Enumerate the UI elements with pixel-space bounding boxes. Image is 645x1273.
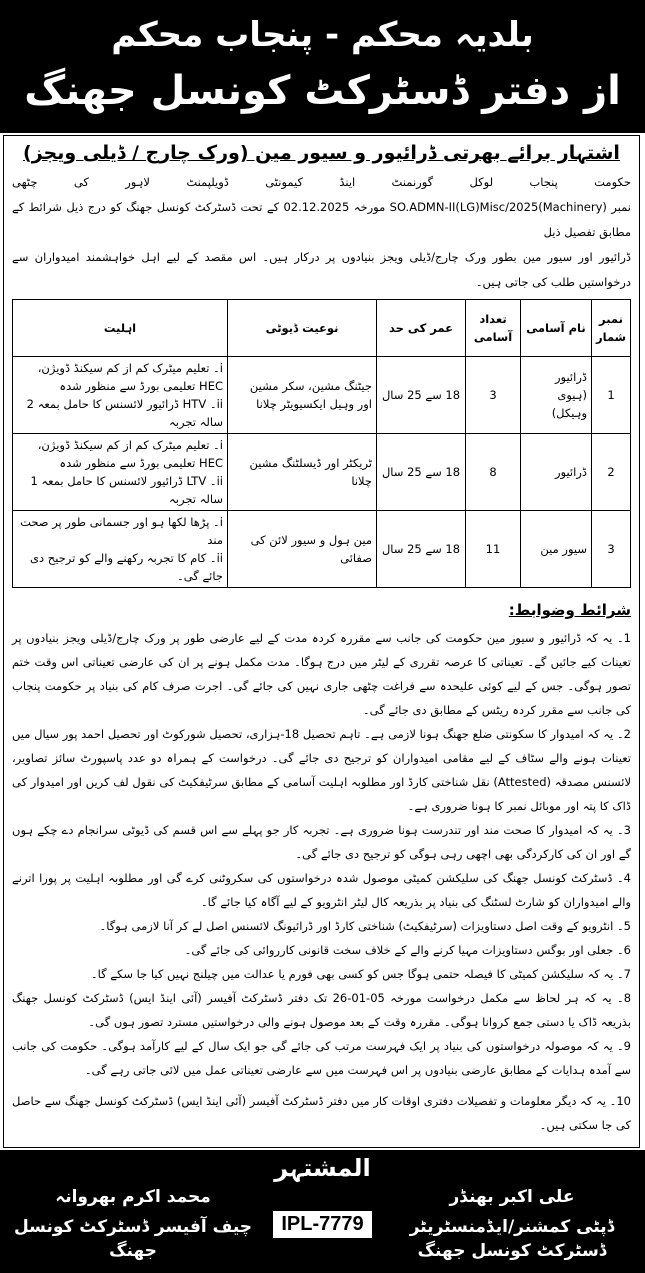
advertiser-label: المشتہر: [274, 1154, 371, 1182]
table-row: [13, 357, 631, 434]
vacancy-table: [12, 299, 631, 588]
condition-item: 3۔ یہ کہ امیدوار کا صحت مند اور تندرست ہونا ضروری ہے۔ تجربہ کار جو پہلے سے اس قسم کی ڈیوٹی سرانجام دے چکے ہوں گے اور ان کی کارکردگی بھی اچھی رہی ہوگی کو ترجیح دی جائے گی۔: [12, 823, 631, 861]
col-serial: نمبر شمار: [592, 300, 631, 357]
count-cell: 8: [466, 434, 521, 511]
intro-word: لاہور: [125, 175, 150, 189]
advertisement-body: [3, 135, 640, 1148]
office-title: از دفتر ڈسٹرکٹ کونسل جھنگ: [24, 68, 621, 114]
qualification-line: i۔ تعلیم میٹرک کم از کم سیکنڈ ڈویژن، HEC تعلیمی بورڈ سے منظور شدہ: [37, 361, 223, 393]
post-cell: ڈرائیور (ہیوی وہیکل): [521, 357, 592, 434]
intro-word: لوکل: [469, 175, 494, 189]
qualification-cell: [13, 357, 228, 434]
signatory-left: [8, 1186, 258, 1263]
duty-cell: جیٹنگ مشین، سکر مشین اور وہیل ایکسیویٹر چلانا: [228, 357, 377, 434]
age-cell: 18 سے 25 سال: [377, 511, 466, 588]
intro-text: [12, 170, 631, 295]
col-qualification: اہلیت: [13, 300, 228, 357]
intro-line-3: ڈرائیور اور سیور مین بطور ورک چارج/ڈیلی ویجز بنیادوں پر درکار ہیں۔ اس مقصد کے لیے اہل خواہشمند امیدواران سے درخواستیں طلب کی جاتی ہیں۔: [12, 250, 631, 289]
qualification-line: ii۔ HTV ڈرائیور لائسنس کا حامل بمعہ 2 سالہ تجربہ: [26, 397, 223, 429]
age-cell: 18 سے 25 سال: [377, 357, 466, 434]
intro-word: چٹھی: [12, 175, 38, 189]
footer: [0, 1150, 645, 1273]
table-row: [13, 434, 631, 511]
col-duty: نوعیت ڈیوٹی: [228, 300, 377, 357]
qualification-line: i۔ تعلیم میٹرک کم از کم سیکنڈ ڈویژن، HEC تعلیمی بورڈ سے منظور شدہ: [37, 438, 223, 470]
col-count: تعداد آسامی: [466, 300, 521, 357]
serial-cell: 1: [592, 357, 631, 434]
intro-line-1: [12, 170, 631, 195]
masthead: [0, 0, 645, 133]
signatory-designation: ڈپٹی کمشنر/ایڈمنسٹریٹر ڈسٹرکٹ کونسل جھنگ: [409, 1216, 615, 1261]
qualification-line: ii۔ کام کا تجربہ رکھنے والے کو ترجیح دی جائے گی۔: [30, 551, 223, 583]
qualification-line: ii۔ LTV ڈرائیور لائسنس کا حامل بمعہ 1 سالہ تجربہ: [30, 474, 223, 506]
intro-line-2: نمبر SO.ADMN-II(LG)Misc/2025(Machinery) مورخہ 02.12.2025 کے تحت ڈسٹرکٹ کونسل جھنگ کو درج ذیل شرائط کے مطابق تفصیل ذیل: [12, 200, 631, 239]
table-row: [13, 511, 631, 588]
signatory-name: علی اکبر بھنڈر: [449, 1186, 575, 1207]
department-title: بلدیہ محکم - پنجاب محکم: [111, 15, 534, 55]
intro-word: کی: [73, 175, 89, 189]
intro-word: اینڈ: [339, 175, 356, 189]
age-cell: 18 سے 25 سال: [377, 434, 466, 511]
intro-word: کیمونٹی: [265, 175, 303, 189]
intro-word: پنجاب: [529, 175, 558, 189]
intro-word: ڈویلپمنٹ: [186, 175, 229, 189]
condition-item: 1۔ یہ کہ ڈرائیور و سیور مین حکومت کی جانب سے مقررہ کردہ مدت کے لیے عارضی طور پر ورک چارج/ڈیلی ویجز بنیادوں پر تعینات کیے جائیں گے۔ تعیناتی کا عرصہ تقرری کے لیٹر میں درج ہوگا۔ مدت مکمل ہونے پر ان کی عارضی تعیناتی اس وقت ختم تصور ہوگی۔ جس کے لیے کوئی علیحدہ سے فراغت چٹھی جاری نہیں کی جائے گی۔ اجرت صرف کام کی بنیاد پر حکومت پنجاب کی جانب سے مقرر کردہ ریٹس کے مطابق دی جائے گی۔: [12, 631, 631, 717]
signatory-right: [387, 1187, 637, 1263]
condition-item: 7۔ یہ کہ سلیکشن کمیٹی کا فیصلہ حتمی ہوگا جس کو کسی بھی فورم یا عدالت میں چیلنج نہیں کیا جا سکے گا۔: [90, 967, 631, 981]
intro-word: گورنمنٹ: [391, 175, 434, 189]
post-cell: سیور مین: [521, 511, 592, 588]
serial-cell: 2: [592, 434, 631, 511]
condition-item: 6۔ جعلی اور بوگس دستاویزات مہیا کرنے والے کے خلاف سخت قانونی کارروائی کی جائے گی۔: [184, 943, 631, 957]
qualification-cell: [13, 434, 228, 511]
condition-item: 8۔ یہ کہ ہر لحاظ سے مکمل درخواست مورخہ 05-01-26 تک دفتر ڈسٹرکٹ آفیسر (آئی اینڈ ایس) ڈسٹرکٹ کونسل جھنگ بذریعہ ڈاک یا دستی جمع کروانا ہوگی۔ مقررہ وقت کے بعد موصول ہونے والی درخواستیں مسترد تصور ہوں گی۔: [12, 991, 632, 1029]
ad-title: اشتہار برائے بھرتی ڈرائیور و سیور مین (ورک چارج / ڈیلی ویجز): [23, 142, 620, 164]
terms-heading: شرائط وضوابط:: [508, 601, 631, 619]
condition-item: 4۔ ڈسٹرکٹ کونسل جھنگ کی سلیکشن کمیٹی موصول شدہ درخواستوں کی سکروٹنی کرے گی اور مطلوبہ اہلیت پر پورا اترنے والے امیدواران کو شارٹ لسٹنگ کی بنیاد پر بذریعہ کال لیٹر انٹرویو کے لیے آگاہ کیا جائے گا۔: [12, 871, 631, 909]
terms-and-conditions: [12, 598, 631, 1137]
col-age: عمر کی حد: [377, 300, 466, 357]
col-post: نام آسامی: [521, 300, 592, 357]
count-cell: 3: [466, 357, 521, 434]
condition-item: 2۔ یہ کہ امیدوار کا سکونتی ضلع جھنگ ہونا لازمی ہے۔ تاہم تحصیل 18-ہزاری، تحصیل شورکوٹ اور تحصیل احمد پور سیال میں تعینات ہونے والے سٹاف کے لیے مقامی امیدواران کو ترجیح دی جائے گی۔ درخواست کے ہمراہ دو عدد پاسپورٹ سائز تصاویر، لائسنس مصدقہ (Attested) نقل شناختی کارڈ اور مطلوبہ اہلیت آسامی کے مطابق سرٹیفکیٹ کی نقول لف کریں اور امیدوار کی ڈاک کا پتہ اور موبائل نمبر کا ہونا ضروری ہے۔: [12, 727, 632, 813]
duty-cell: مین ہول و سیور لائن کی صفائی: [228, 511, 377, 588]
qualification-line: i۔ پڑھا لکھا ہو اور جسمانی طور پر صحت مند: [20, 515, 223, 547]
condition-item: 5۔ انٹرویو کے وقت اصل دستاویزات (سرٹیفکیٹ) شناختی کارڈ اور ڈرائیونگ لائسنس اصل لے کر آنا لازمی ہوگا۔: [99, 919, 631, 933]
qualification-cell: [13, 511, 228, 588]
duty-cell: ٹریکٹر اور ڈیسلٹنگ مشین چلانا: [228, 434, 377, 511]
table-header-row: [13, 300, 631, 357]
post-cell: ڈرائیور: [521, 434, 592, 511]
condition-item: 10۔ یہ کہ دیگر معلومات و تفصیلات دفتری اوقات کار میں دفتر ڈسٹرکٹ آفیسر (آئی اینڈ ایس) ڈسٹرکٹ کونسل جھنگ سے حاصل کی جا سکتی ہیں۔: [12, 1094, 631, 1132]
condition-item: 9۔ یہ کہ موصولہ درخواستوں کی بنیاد پر ایک فہرست مرتب کی جائے گی جو ایک سال کے لیے کارآمد ہوگی۔ حکومت کی جانب سے آمدہ ہدایات کے مطابق عارضی بنیادوں پر اس فہرست میں سے عارضی تعیناتی عمل میں لائی جاتی رہے گی۔: [12, 1039, 631, 1077]
intro-word: حکومت: [594, 175, 631, 189]
signatory-name: محمد اکرم بھروانہ: [55, 1187, 211, 1207]
ad-code: IPL-7779: [272, 1210, 372, 1239]
serial-cell: 3: [592, 511, 631, 588]
signatory-designation: چیف آفیسر ڈسٹرکٹ کونسل جھنگ: [13, 1217, 253, 1261]
count-cell: 11: [466, 511, 521, 588]
